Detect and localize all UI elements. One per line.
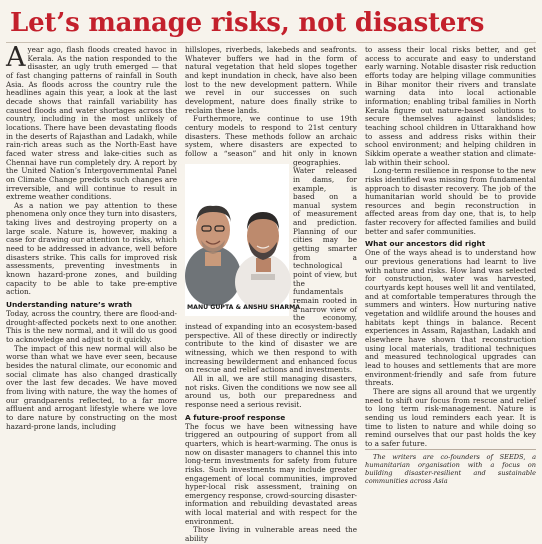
paragraph: to assess their local risks better, and get access to accurate and easy to understand early warning. Notable disaster risk reduction efforts today are helping village communities in Bihar monitor their rivers and translate warning data into local actionable information; enabling tribal families in North Kerala figure out nature-based solutions to secure themselves against landslides; teaching school children in Uttarakhand how to assess and address risks within their school environment; and helping children in Sikkim operate a weather station and climate-lab within their school. xyxy=(365,45,536,167)
section-heading: A future-proof response xyxy=(185,412,286,422)
section-heading: Understanding nature’s wrath xyxy=(6,300,133,310)
paragraph xyxy=(6,42,177,202)
headline-rule xyxy=(6,42,536,43)
article-body xyxy=(6,42,536,544)
paragraph: As a nation we pay attention to these phenomena only once they turn into disasters, taking lives and destroying property on a large scale. Nature is, however, making a case for drawing our attention to risks, which need to be addressed in advance, well before disasters strike. This calls for improved risk assessments, preventing investments in known hazard-prone zones, and building capacity to be able to take pre-emptive action. xyxy=(6,200,177,297)
paragraph: Long-term resilience in response to the new risks identified was missing from fundamental approach to disaster recovery. The job of the humanitarian world should be to provide resources and begin reconstruction in affected areas from day one, that is, to help faster recovery for affected families and build better and safer communities. xyxy=(365,166,536,236)
paragraph: hillslopes, riverbeds, lakebeds and seafronts. Whatever buffers we had in the form of natural vegetation that held slopes together and kept inundation in check, have also been lost to the new development pattern. While we revel in our successes on such development, nature does finally strike to reclaim these lands. xyxy=(185,45,357,115)
paragraph: Today, across the country, there are flood-and-drought-affected pockets next to one another. This is the new normal, and it will do us good to acknowledge and adjust to it quickly. xyxy=(6,309,177,344)
drop-cap: A xyxy=(6,42,26,73)
paragraph: There are signs all around that we urgently need to shift our focus from rescue and relief to long term risk-management. Nature is sending us loud reminders each year. It is time to listen to nature and while doing so remind ourselves that our past holds the key to a safer future. xyxy=(365,386,536,448)
column-3 xyxy=(365,45,536,485)
paragraph-text: year ago, flash floods created havoc in Kerala. As the nation responded to the disaster, an ugly truth emerged — that of fast changing patterns of rainfall in South Asia. As floods across the country rule the headlines again this year, a look at the last decade shows that rainfall variability has caused floods and water shortages across the country, including in the most unlikely of locations. There have been devastating floods in the deserts of Rajasthan and Ladakh, while rain-rich areas such as the North-East have faced water stress and lake-cities such as Chennai have run completely dry. A report by the United Nation’s Intergovernmental Panel on Climate Change predicts such changes are irreversible, and will continue to result in extreme weather conditions. xyxy=(6,45,177,202)
paragraph: One of the ways ahead is to understand how our previous generations had learnt to live with nature and risks. How land was selected for construction, water was harvested, courtyards kept houses well lit and ventilated, and at comfortable temperatures through the summers and winters. How nurturing native vegetation and wildlife around the houses and habitats kept things in balance. Recent experiences in Assam, Rajasthan, Ladakh and elsewhere have shown that reconstruction using local materials, traditional techniques and measured technological upgrades can lead to houses and settlements that are more environment-friendly and safe from future threats. xyxy=(365,248,536,388)
paragraph: All in all, we are still managing disasters, not risks. Given the conditions we now see all around us, both our preparedness and response need a serious revisit. xyxy=(185,373,357,409)
headline: Let’s manage risks, not disasters xyxy=(10,8,485,38)
author-footnote: The writers are co-founders of SEEDS, a humanitarian organisation with a focus on building disaster-resilient and sustainable communities across Asia xyxy=(365,449,536,485)
authors-portrait-image xyxy=(185,164,289,316)
photo-caption: MANU GUPTA & ANSHU SHARMA xyxy=(187,304,301,311)
column-1 xyxy=(6,42,177,441)
paragraph: The impact of this new normal will also be worse than what we have ever seen, because besides the natural climate, our economic and social climate has also changed drastically over the last few decades. We have moved from living with nature, the way the homes of our grandparents reflected, to a far more affluent and arrogant lifestyle where we love to dare nature by constructing on the most hazard-prone lands, including xyxy=(6,343,177,431)
paragraph: Furthermore, we continue to use 19th century models to respond to 21st century disasters. These methods follow an archaic system, where disasters are expected to follow a “season” and hit only in known geographies. Water released in dams, for example, is based on a manual system of measurement and prediction. Planning of our cities may be getting smarter from a technological point of view, but the fundamentals remain rooted in a narrow view of the economy, instead of expanding into an ecosystem-based perspective. All of these directly or indirectly contribute to the kind of disaster we are witnessing, which we then respond to with increasing bewilderment and enhanced focus on rescue and relief actions and investments. xyxy=(185,114,357,375)
author-photo xyxy=(185,164,301,316)
paragraph: Those living in vulnerable areas need the ability xyxy=(185,525,357,544)
section-heading: What our ancestors did right xyxy=(365,239,486,249)
paragraph: The focus we have been witnessing have triggered an outpouring of support from all quarters, which is heart-warming. The onus is now on disaster managers to channel this into long-term investments for safety from future risks. Such investments may include greater engagement of local communities, improved hyper-local risk assessment, training on emergency response, crowd-sourcing disaster-information and rebuilding devastated areas with local material and with respect for the environment. xyxy=(185,421,357,526)
